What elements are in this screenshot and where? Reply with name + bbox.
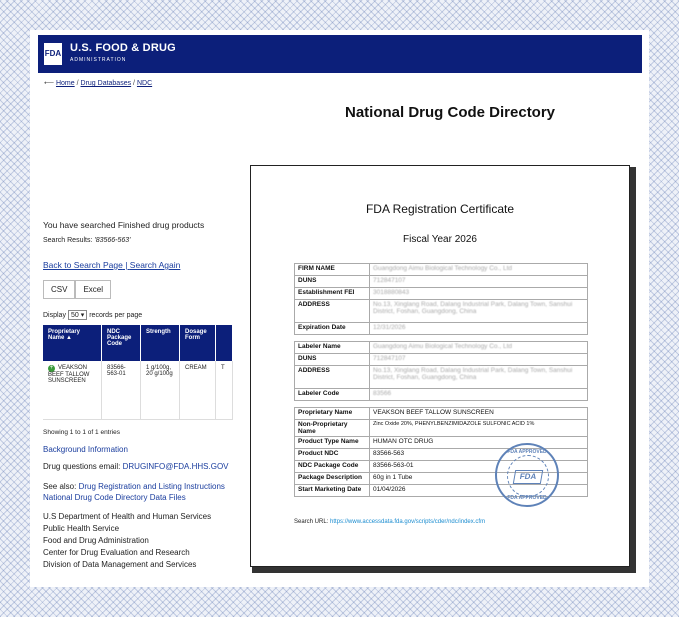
breadcrumb: ⟵ Home / Drug Databases / NDC (44, 80, 153, 87)
back-to-search-link[interactable]: Back to Search Page (43, 260, 123, 270)
breadcrumb-ndc[interactable]: NDC (136, 80, 153, 87)
search-url-label: Search URL: (294, 519, 329, 525)
start-marketing-value: 01/04/2026 (370, 485, 588, 497)
labeler-address-value: No.13, Xinglang Road, Dalang Industrial Park, Dalang Town, Sanshui District, Foshan, Guangdong, China (370, 366, 588, 389)
header-extra[interactable] (216, 325, 233, 361)
records-label: records per page (89, 312, 143, 319)
org-line-4: Center for Drug Evaluation and Research (43, 548, 190, 557)
page-length (43, 310, 142, 320)
cell-strength: 1 g/100g, 20 g/100g (141, 361, 180, 420)
questions-email-link[interactable]: DRUGINFO@FDA.HHS.GOV (122, 462, 229, 471)
non-proprietary-value: Zinc Oxide 20%, PHENYLBENZIMIDAZOLE SULFONIC ACID 1% (370, 420, 588, 437)
table-header-row (43, 325, 233, 361)
search-results (43, 237, 131, 244)
package-code-label: NDC Package Code (295, 461, 370, 473)
table-row[interactable] (43, 361, 233, 420)
package-description-value: 60g in 1 Tube (370, 473, 588, 485)
drug-questions (43, 462, 229, 471)
cell-extra: T (216, 361, 233, 420)
cell-proprietary-name: + VEAKSON BEEF TALLOW SUNSCREEN (43, 361, 102, 420)
package-description-label: Package Description (295, 473, 370, 485)
labeler-address-label: ADDRESS (295, 366, 370, 389)
see-also (43, 482, 225, 491)
labeler-table (294, 341, 588, 401)
package-code-value: 83566-563-01 (370, 461, 588, 473)
product-ndc-label: Product NDC (295, 449, 370, 461)
search-again-link[interactable]: Search Again (129, 260, 181, 270)
search-results-value: '83566-563' (94, 237, 131, 244)
results-table (43, 325, 233, 420)
table-row (295, 342, 588, 354)
table-row (295, 264, 588, 276)
fda-approved-seal (495, 443, 559, 507)
header-subtitle: ADMINISTRATION (70, 57, 127, 63)
expand-icon[interactable]: + (49, 365, 54, 371)
table-row (295, 420, 588, 437)
table-row (295, 276, 588, 288)
table-row (295, 354, 588, 366)
search-url-link[interactable]: https://www.accessdata.fda.gov/scripts/cder/ndc/index.cfm (330, 519, 486, 525)
duns-value: 712847107 (370, 276, 588, 288)
header-title: U.S. FOOD & DRUG (70, 42, 176, 54)
certificate-title: FDA Registration Certificate (365, 202, 515, 216)
firm-name-value: Guangdong Aimu Biological Technology Co., Ltd (370, 264, 588, 276)
search-heading: You have searched Finished drug products (43, 220, 205, 230)
records-select-value: 50 (70, 312, 79, 319)
proprietary-name-value: VEAKSON BEEF TALLOW SUNSCREEN (370, 408, 588, 420)
address-label: ADDRESS (295, 300, 370, 323)
breadcrumb-home[interactable]: Home (55, 80, 75, 87)
table-row (295, 389, 588, 401)
fda-header (38, 35, 642, 73)
excel-button[interactable]: Excel (75, 280, 111, 299)
org-line-1: U.S Department of Health and Human Services (43, 512, 212, 521)
address-value: No.13, Xinglang Road, Dalang Industrial Park, Dalang Town, Sanshui District, Foshan, Guangdong, China (370, 300, 588, 323)
table-row (295, 366, 588, 389)
cell-dosage-form: CREAM (180, 361, 216, 420)
registration-instructions-link[interactable]: Drug Registration and Listing Instructions (78, 482, 225, 491)
see-also-label: See also: (43, 482, 77, 491)
product-type-label: Product Type Name (295, 437, 370, 449)
table-row (295, 408, 588, 420)
display-label: Display (43, 312, 66, 319)
fiscal-year: Fiscal Year 2026 (403, 234, 477, 245)
org-line-5: Division of Data Management and Services (43, 560, 197, 569)
table-row (295, 323, 588, 335)
non-proprietary-label: Non-Proprietary Name (295, 420, 370, 437)
product-type-value: HUMAN OTC DRUG (370, 437, 588, 449)
header-ndc-package-code[interactable]: NDC Package Code (102, 325, 141, 361)
fda-logo-icon[interactable]: FDA (44, 43, 62, 65)
background-link[interactable]: Background Information (43, 445, 128, 454)
records-select[interactable]: 50 ▾ (68, 310, 87, 320)
labeler-name-label: Labeler Name (295, 342, 370, 354)
seal-logo-icon: FDA (513, 470, 543, 484)
labeler-code-label: Labeler Code (295, 389, 370, 401)
back-arrow-icon: ⟵ (44, 80, 56, 87)
table-row (295, 288, 588, 300)
org-line-2: Public Health Service (43, 524, 120, 533)
table-row (295, 300, 588, 323)
search-results-label: Search Results: (43, 237, 93, 244)
header-strength[interactable]: Strength (141, 325, 180, 361)
seal-bottom-text: FDA APPROVED (507, 495, 547, 501)
header-proprietary-name[interactable]: Proprietary Name ▲ (43, 325, 102, 361)
labeler-code-value: 83566 (370, 389, 588, 401)
expiration-value: 12/31/2026 (370, 323, 588, 335)
firm-name-label: FIRM NAME (295, 264, 370, 276)
export-buttons (43, 280, 111, 299)
org-line-3: Food and Drug Administration (43, 536, 149, 545)
entries-info: Showing 1 to 1 of 1 entries (43, 429, 120, 436)
duns-label: DUNS (295, 276, 370, 288)
firm-table (294, 263, 588, 335)
questions-label: Drug questions email: (43, 462, 121, 471)
fei-label: Establishment FEI (295, 288, 370, 300)
product-ndc-value: 83566-563 (370, 449, 588, 461)
search-links: Back to Search Page | Search Again (43, 260, 181, 270)
page-title: National Drug Code Directory (345, 104, 556, 121)
seal-top-text: FDA APPROVED (507, 449, 547, 455)
start-marketing-label: Start Marketing Date (295, 485, 370, 497)
labeler-duns-label: DUNS (295, 354, 370, 366)
search-url (294, 519, 485, 525)
cell-ndc-package-code: 83566-563-01 (102, 361, 141, 420)
fei-value: 3018880843 (370, 288, 588, 300)
registration-certificate (250, 165, 630, 567)
labeler-name-value: Guangdong Aimu Biological Technology Co., Ltd (370, 342, 588, 354)
breadcrumb-drug-databases[interactable]: Drug Databases (80, 80, 132, 87)
csv-button[interactable]: CSV (43, 280, 75, 299)
header-dosage-form[interactable]: Dosage Form (180, 325, 216, 361)
labeler-duns-value: 712847107 (370, 354, 588, 366)
ndc-data-files-link[interactable]: National Drug Code Directory Data Files (43, 493, 186, 502)
expiration-label: Expiration Date (295, 323, 370, 335)
proprietary-name-label: Proprietary Name (295, 408, 370, 420)
